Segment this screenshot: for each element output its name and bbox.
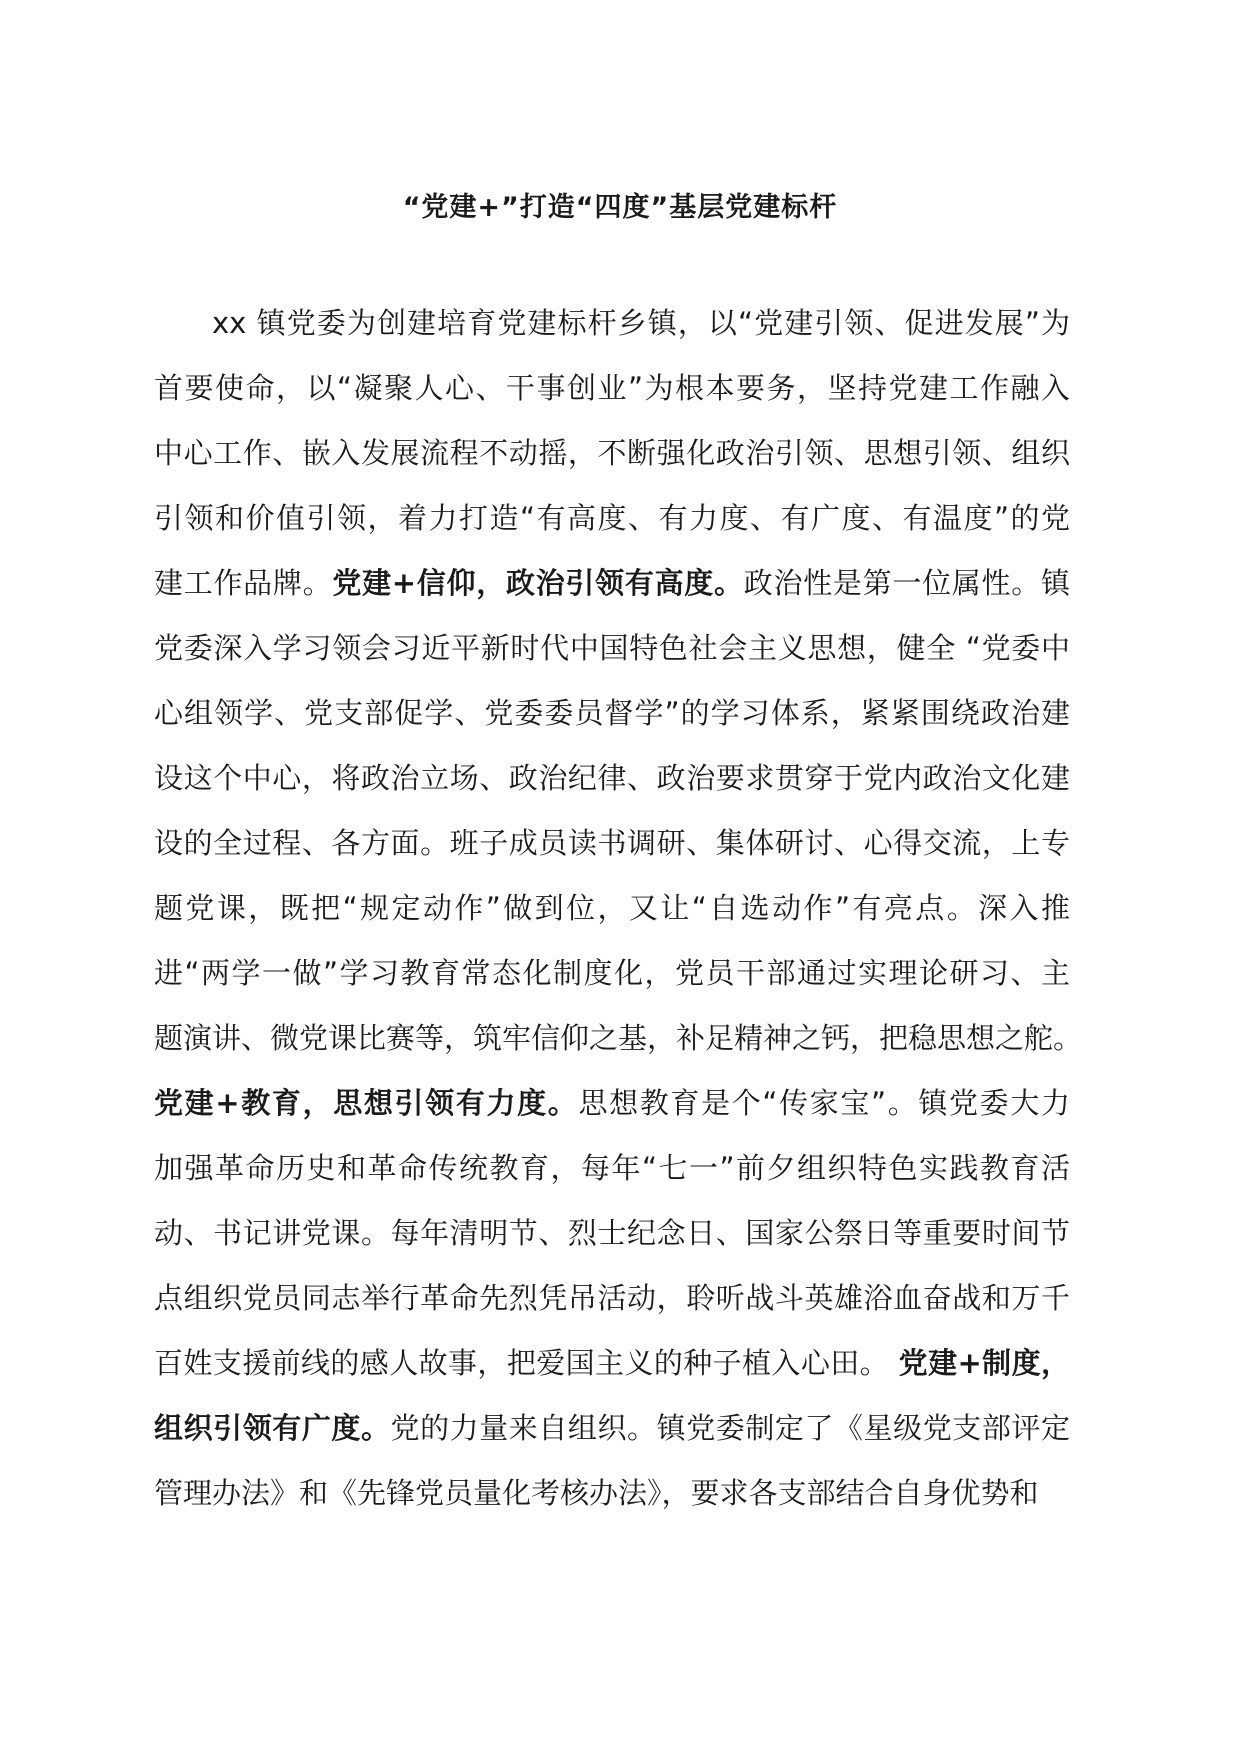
text-line [154, 616, 1070, 681]
text-line [154, 551, 1070, 616]
text-run: 党委深入学习领会习近平新时代中国特色社会主义思想，健全 “党委中 [154, 631, 1070, 665]
text-line [154, 1461, 1070, 1526]
text-run: 中心工作、嵌入发展流程不动摇，不断强化政治引领、思想引领、组织 [154, 436, 1070, 470]
text-line [154, 291, 1070, 356]
text-run: 政治性是第一位属性。镇 [743, 566, 1070, 600]
text-run: 百姓支援前线的感人故事，把爱国主义的种子植入心田。 [154, 1346, 899, 1380]
body-paragraph [154, 291, 1083, 1526]
text-line [154, 746, 1070, 811]
text-run: xx 镇党委为创建培育党建标杆乡镇，以“党建引领、促进发展”为 [212, 306, 1070, 340]
text-run: 设的全过程、各方面。班子成员读书调研、集体研讨、心得交流，上专 [154, 826, 1070, 860]
text-line [154, 356, 1070, 421]
text-line [154, 876, 1070, 941]
text-run: 党的力量来自组织。镇党委制定了《星级党支部评定 [390, 1411, 1070, 1445]
text-run: 题演讲、微党课比赛等，筑牢信仰之基，补足精神之钙，把稳思想之舵。 [154, 1021, 1083, 1055]
text-line [154, 1201, 1070, 1266]
text-line [154, 1331, 1070, 1396]
text-run: 设这个中心，将政治立场、政治纪律、政治要求贯穿于党内政治文化建 [154, 761, 1070, 795]
text-run: 管理办法》和《先锋党员量化考核办法》，要求各支部结合自身优势和 [154, 1476, 1039, 1510]
bold-heading-run: 党建+教育，思想引领有力度。 [154, 1086, 579, 1120]
text-run: 建工作品牌。 [154, 566, 333, 600]
text-line [154, 421, 1070, 486]
text-run: 引领和价值引领，着力打造“有高度、有力度、有广度、有温度”的党 [154, 501, 1070, 535]
text-line [154, 486, 1070, 551]
text-line [154, 1136, 1070, 1201]
text-run: 首要使命，以“凝聚人心、干事创业”为根本要务，坚持党建工作融入 [154, 371, 1070, 405]
text-run: 思想教育是个“传家宝”。镇党委大力 [578, 1086, 1070, 1120]
text-run: 点组织党员同志举行革命先烈凭吊活动，聆听战斗英雄浴血奋战和万千 [154, 1281, 1070, 1315]
bold-heading-run: 党建+制度， [898, 1346, 1070, 1380]
bold-heading-run: 党建+信仰，政治引领有高度。 [332, 566, 744, 600]
text-line [154, 941, 1070, 1006]
text-line [154, 1006, 1083, 1071]
text-run: 动、书记讲党课。每年清明节、烈士纪念日、国家公祭日等重要时间节 [154, 1216, 1070, 1250]
text-line [154, 1266, 1070, 1331]
text-line [154, 811, 1070, 876]
page-title: “党建+”打造“四度”基层党建标杆 [402, 192, 838, 223]
text-line [154, 681, 1070, 746]
text-run: 心组领学、党支部促学、党委委员督学”的学习体系，紧紧围绕政治建 [154, 696, 1070, 730]
bold-heading-run: 组织引领有广度。 [154, 1411, 391, 1445]
text-line [154, 1396, 1070, 1461]
text-run: 题党课，既把“规定动作”做到位，又让“自选动作”有亮点。深入推 [154, 891, 1070, 925]
text-run: 进“两学一做”学习教育常态化制度化，党员干部通过实理论研习、主 [154, 956, 1070, 990]
text-run: 加强革命历史和革命传统教育，每年“七一”前夕组织特色实践教育活 [154, 1151, 1070, 1185]
text-line [154, 1071, 1070, 1136]
